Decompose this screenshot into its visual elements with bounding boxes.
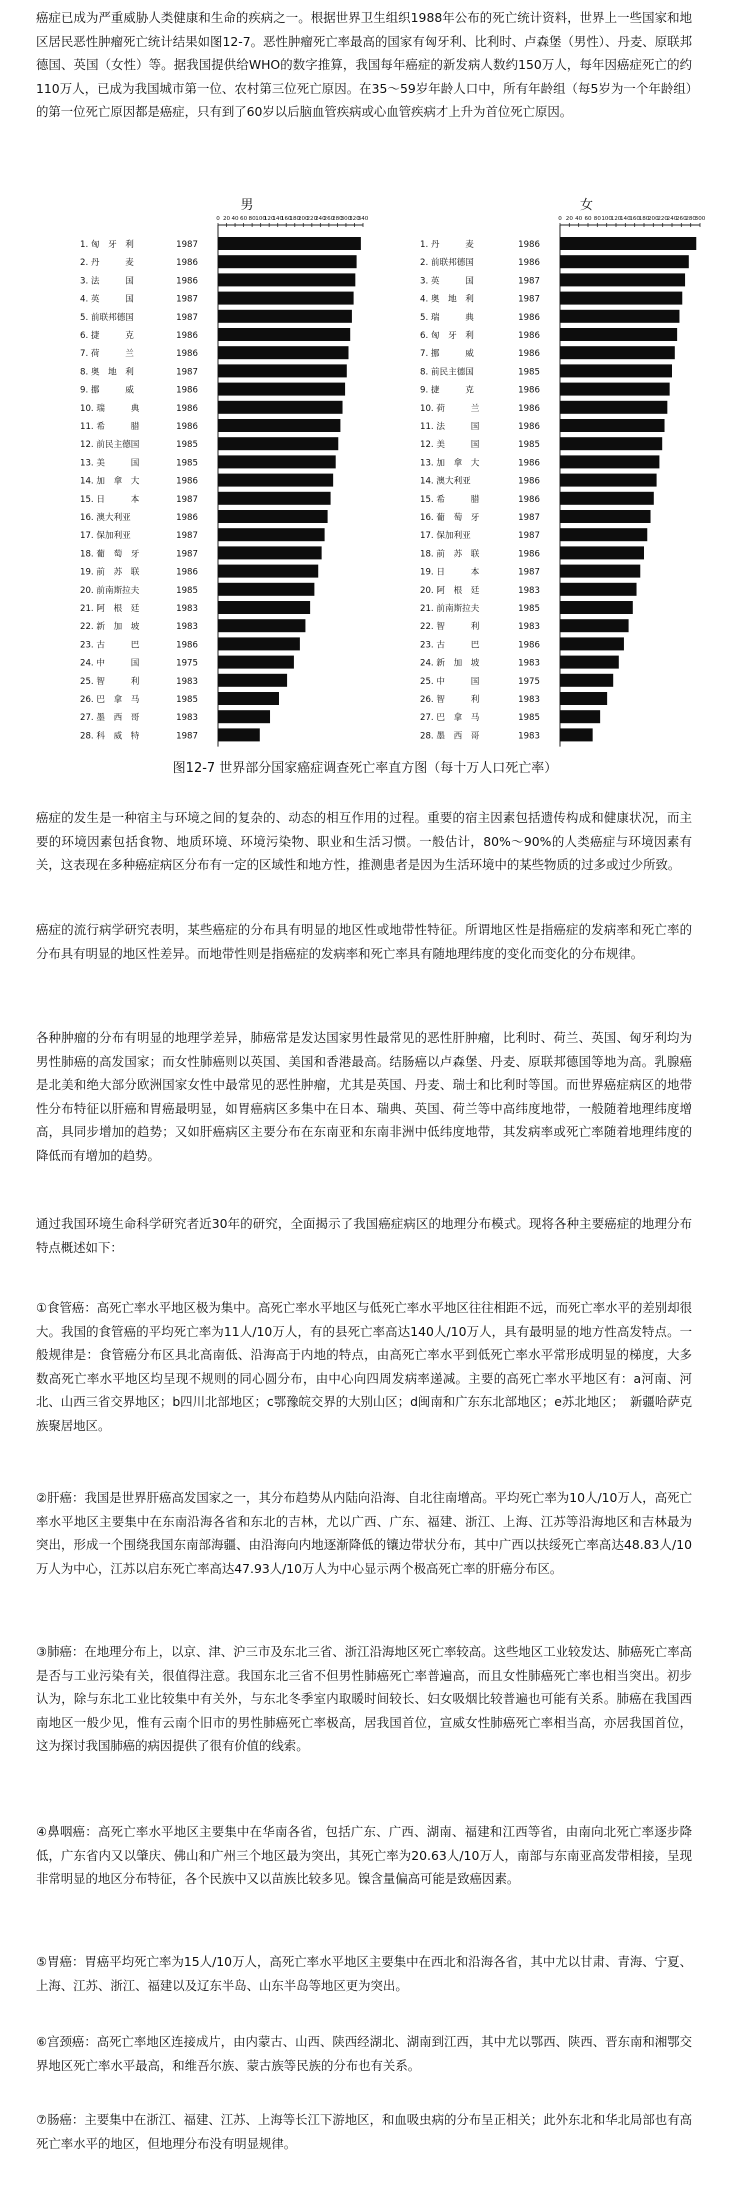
bar-1-6 <box>560 346 675 359</box>
row-year-0-7: 1987 <box>176 367 198 378</box>
bar-1-15 <box>560 510 651 523</box>
bar-0-17 <box>218 546 322 559</box>
bar-1-26 <box>560 710 600 723</box>
axis-tick-label-0-4: 80 <box>248 216 256 222</box>
bar-0-6 <box>218 346 349 359</box>
bar-1-0 <box>560 237 696 250</box>
row-label-1-10: 11. 法 国 <box>420 422 480 432</box>
row-year-1-0: 1986 <box>518 240 540 250</box>
bar-0-11 <box>218 437 338 450</box>
axis-tick-label-1-13: 260 <box>675 216 687 222</box>
row-label-1-25: 26. 智 利 <box>420 695 480 705</box>
row-year-0-3: 1987 <box>176 294 198 305</box>
bar-1-9 <box>560 401 667 414</box>
axis-tick-label-1-14: 280 <box>685 216 697 222</box>
row-label-0-22: 23. 古 巴 <box>80 640 140 651</box>
row-year-1-25: 1983 <box>518 695 540 705</box>
row-label-0-23: 24. 中 国 <box>80 658 140 669</box>
row-year-0-13: 1986 <box>176 476 198 487</box>
axis-tick-label-0-13: 260 <box>323 216 335 222</box>
row-year-1-26: 1985 <box>518 713 540 724</box>
row-label-0-4: 5. 前联邦德国 <box>80 312 134 323</box>
row-year-1-20: 1985 <box>518 604 540 614</box>
row-year-0-5: 1986 <box>176 331 198 341</box>
bar-0-26 <box>218 710 270 723</box>
axis-tick-label-1-4: 80 <box>593 216 601 222</box>
row-year-0-11: 1985 <box>176 440 198 451</box>
row-year-0-24: 1983 <box>176 676 198 687</box>
row-year-0-4: 1987 <box>176 312 198 323</box>
row-label-1-15: 16. 葡 萄 牙 <box>420 513 480 523</box>
bar-1-5 <box>560 328 677 341</box>
row-label-1-0: 1. 丹 麦 <box>420 240 474 250</box>
row-year-1-10: 1986 <box>518 422 540 432</box>
row-label-0-20: 21. 阿 根 廷 <box>80 604 140 614</box>
row-year-1-27: 1983 <box>518 731 540 742</box>
axis-tick-label-0-9: 180 <box>289 216 301 222</box>
bar-1-18 <box>560 565 640 578</box>
row-label-0-10: 11. 希 腊 <box>80 422 140 432</box>
row-year-0-21: 1983 <box>176 622 198 633</box>
row-year-0-17: 1987 <box>176 549 198 560</box>
row-year-1-6: 1986 <box>518 349 540 360</box>
row-year-1-14: 1986 <box>518 494 540 505</box>
row-label-0-7: 8. 奥 地 利 <box>80 367 134 378</box>
bar-0-13 <box>218 474 333 487</box>
row-year-1-5: 1986 <box>518 331 540 341</box>
axis-tick-label-0-16: 320 <box>349 216 360 222</box>
bar-0-1 <box>218 255 357 268</box>
row-year-0-26: 1983 <box>176 713 198 724</box>
row-label-0-19: 20. 前南斯拉夫 <box>80 585 140 596</box>
bar-0-0 <box>218 237 361 250</box>
bar-1-17 <box>560 546 644 559</box>
bar-1-24 <box>560 674 613 687</box>
row-year-1-16: 1987 <box>518 531 540 542</box>
row-label-1-18: 19. 日 本 <box>420 567 480 578</box>
row-year-1-19: 1983 <box>518 585 540 596</box>
row-label-1-14: 15. 希 腊 <box>420 494 480 505</box>
row-year-1-9: 1986 <box>518 403 540 414</box>
row-year-1-12: 1986 <box>518 458 540 469</box>
row-year-0-14: 1987 <box>176 494 198 505</box>
row-year-1-3: 1987 <box>518 294 540 305</box>
bar-1-22 <box>560 637 624 650</box>
axis-tick-label-0-2: 40 <box>231 216 239 222</box>
bar-0-23 <box>218 656 294 669</box>
row-label-1-21: 22. 智 利 <box>420 622 480 633</box>
axis-tick-label-0-6: 120 <box>263 216 275 222</box>
bar-0-20 <box>218 601 310 614</box>
bar-0-16 <box>218 528 325 541</box>
bar-1-13 <box>560 474 657 487</box>
paragraph-liver-cancer: ②肝癌：我国是世界肝癌高发国家之一，其分布趋势从内陆向沿海、自北往南增高。平均死亡率为10人/10万人，高死亡率水平地区主要集中在东南沿海各省和东北的吉林，尤以广西、广东、福建、浙江、上海、江苏等沿海地区和吉林最为突出，形成一个围绕我国东南部海疆、由沿海向内地逐渐降低的镶边带状分布，其中广西以扶绥死亡率高达48.83人/10万人为中心，江苏以启东死亡率高达47.93人/10万人为中心显示两个极高死亡率的肝癌分布区。 <box>36 1490 692 1576</box>
row-label-0-25: 26. 巴 拿 马 <box>80 695 140 705</box>
bar-0-3 <box>218 292 354 305</box>
row-label-0-14: 15. 日 本 <box>80 494 140 505</box>
row-year-0-10: 1986 <box>176 422 198 432</box>
row-label-0-12: 13. 美 国 <box>80 458 140 469</box>
row-year-0-12: 1985 <box>176 458 198 469</box>
axis-tick-label-0-5: 100 <box>255 216 266 222</box>
axis-tick-label-1-2: 40 <box>575 216 583 222</box>
row-year-0-0: 1987 <box>176 240 198 250</box>
row-label-0-3: 4. 英 国 <box>80 294 134 305</box>
paragraph-cervical-cancer: ⑥宫颈癌：高死亡率地区连接成片，由内蒙古、山西、陕西经湖北、湖南到江西，其中尤以鄂西、陕西、晋东南和湘鄂交界地区死亡率水平最高，和维吾尔族、蒙古族等民族的分布也有关系。 <box>36 2034 692 2073</box>
paragraph-stomach-cancer: ⑤胃癌：胃癌平均死亡率为15人/10万人，高死亡率水平地区主要集中在西北和沿海各省，其中尤以甘肃、青海、宁夏、上海、江苏、浙江、福建以及辽东半岛、山东半岛等地区更为突出。 <box>36 1954 692 1993</box>
axis-tick-label-0-15: 300 <box>340 216 352 222</box>
axis-tick-label-0-12: 240 <box>315 216 326 222</box>
bar-1-10 <box>560 419 665 432</box>
paragraph-colorectal-cancer: ⑦肠癌：主要集中在浙江、福建、江苏、上海等长江下游地区，和血吸虫病的分布呈正相关；此外东北和华北局部也有高死亡率水平的地区，但地理分布没有明显规律。 <box>36 2112 692 2151</box>
bar-1-19 <box>560 583 637 596</box>
row-year-1-17: 1986 <box>518 549 540 560</box>
bar-1-4 <box>560 310 679 323</box>
row-label-0-8: 9. 挪 威 <box>80 385 134 396</box>
row-year-0-25: 1985 <box>176 695 198 705</box>
bar-0-9 <box>218 401 343 414</box>
axis-tick-label-1-8: 160 <box>629 216 641 222</box>
row-label-1-22: 23. 古 巴 <box>420 640 480 651</box>
row-label-1-27: 28. 墨 西 哥 <box>420 731 480 742</box>
bar-0-15 <box>218 510 328 523</box>
row-label-1-6: 7. 挪 威 <box>420 349 474 360</box>
row-label-1-3: 4. 奥 地 利 <box>420 294 474 305</box>
row-label-0-0: 1. 匈 牙 利 <box>80 240 134 250</box>
bar-1-21 <box>560 619 629 632</box>
bar-0-22 <box>218 637 300 650</box>
axis-tick-label-1-1: 20 <box>565 216 573 222</box>
paragraph-china-overview: 通过我国环境生命科学研究者近30年的研究，全面揭示了我国癌症病区的地理分布模式。现将各种主要癌症的地理分布特点概述如下： <box>36 1216 692 1255</box>
row-label-0-13: 14. 加 拿 大 <box>80 476 140 487</box>
row-year-0-19: 1985 <box>176 585 198 596</box>
row-label-1-1: 2. 前联邦德国 <box>420 258 474 269</box>
paragraph-esophageal-cancer: ①食管癌：高死亡率水平地区极为集中。高死亡率水平地区与低死亡率水平地区往往相距不远，而死亡率水平的差别却很大。我国的食管癌的平均死亡率为11人/10万人，有的县死亡率高达140人/10万人，具有最明显的地方性高发特点。一般规律是：食管癌分布区具北高南低、沿海高于内地的特点，由高死亡率水平到低死亡率水平常形成明显的梯度，大多数高死亡率水平地区均呈现不规则的同心圆分布，由中心向四周发病率递减。主要的高死亡率水平地区有：a河南、河北、山西三省交界地区；b四川北部地区；c鄂豫皖交界的大别山区；d闽南和广东东北部地区；e苏北地区； 新疆哈萨克族聚居地区。 <box>36 1300 692 1433</box>
bar-0-8 <box>218 383 345 396</box>
row-year-1-21: 1983 <box>518 622 540 633</box>
row-year-1-2: 1987 <box>518 276 540 287</box>
bar-0-7 <box>218 364 347 377</box>
row-label-0-5: 6. 捷 克 <box>80 331 134 341</box>
bar-0-14 <box>218 492 331 505</box>
row-year-0-20: 1983 <box>176 604 198 614</box>
row-year-0-1: 1986 <box>176 258 198 269</box>
bar-1-1 <box>560 255 689 268</box>
row-label-0-27: 28. 科 威 特 <box>80 731 140 742</box>
row-label-1-16: 17. 保加利亚 <box>420 531 471 542</box>
row-year-0-6: 1986 <box>176 349 198 360</box>
row-label-0-15: 16. 澳大利亚 <box>80 513 131 523</box>
bar-1-7 <box>560 364 672 377</box>
chart-title-1: 女 <box>580 198 594 213</box>
bar-0-4 <box>218 310 352 323</box>
bar-0-5 <box>218 328 350 341</box>
row-label-1-23: 24. 新 加 坡 <box>420 658 480 669</box>
row-label-0-26: 27. 墨 西 哥 <box>80 713 140 724</box>
bar-1-14 <box>560 492 654 505</box>
axis-tick-label-0-11: 220 <box>306 216 318 222</box>
paragraph-host-environment: 癌症的发生是一种宿主与环境之间的复杂的、动态的相互作用的过程。重要的宿主因素包括遗传构成和健康状况，而主要的环境因素包括食物、地质环境、环境污染物、职业和生活习惯。一般估计，80%～90%的人类癌症与环境因素有关，这表现在多种癌症病区分布有一定的区域性和地方性，推测患者是因为生活环境中的某些物质的过多或过少所致。 <box>36 810 692 872</box>
row-label-0-18: 19. 前 苏 联 <box>80 567 140 578</box>
bar-0-24 <box>218 674 287 687</box>
row-year-0-2: 1986 <box>176 276 198 287</box>
bar-0-19 <box>218 583 314 596</box>
row-year-1-8: 1986 <box>518 385 540 396</box>
chart-title-0: 男 <box>240 198 254 213</box>
bar-0-27 <box>218 728 260 741</box>
row-year-1-11: 1985 <box>518 440 540 451</box>
row-year-1-18: 1987 <box>518 567 540 578</box>
row-label-0-21: 22. 新 加 坡 <box>80 622 140 633</box>
row-label-0-11: 12. 前民主德国 <box>80 440 140 451</box>
bar-1-8 <box>560 383 670 396</box>
axis-tick-label-0-14: 280 <box>332 216 343 222</box>
row-year-0-15: 1986 <box>176 513 198 523</box>
axis-tick-label-0-17: 340 <box>357 216 369 222</box>
axis-tick-label-0-10: 200 <box>297 216 309 222</box>
row-label-0-9: 10. 瑞 典 <box>80 403 140 414</box>
axis-tick-label-0-7: 140 <box>272 216 284 222</box>
axis-tick-label-1-6: 120 <box>610 216 622 222</box>
row-label-1-26: 27. 巴 拿 马 <box>420 713 480 724</box>
bar-1-12 <box>560 455 659 468</box>
row-year-0-8: 1986 <box>176 385 198 396</box>
row-label-0-16: 17. 保加利亚 <box>80 531 131 542</box>
row-label-1-8: 9. 捷 克 <box>420 385 474 396</box>
row-year-0-23: 1975 <box>176 658 198 669</box>
row-year-0-16: 1987 <box>176 531 198 542</box>
paragraph-nasopharyngeal-cancer: ④鼻咽癌：高死亡率水平地区主要集中在华南各省，包括广东、广西、湖南、福建和江西等省，由南向北死亡率逐步降低，广东省内又以肇庆、佛山和广州三个地区最为突出，其死亡率为20.63人/10万人，南部与东南亚高发带相接，呈现非常明显的地区分布特征，各个民族中又以苗族比较多见。镍含量偏高可能是致癌因素。 <box>36 1824 692 1886</box>
row-label-0-6: 7. 荷 兰 <box>80 349 134 360</box>
row-label-1-7: 8. 前民主德国 <box>420 367 474 378</box>
row-label-1-20: 21. 前南斯拉夫 <box>420 604 480 614</box>
axis-tick-label-0-8: 160 <box>280 216 292 222</box>
row-year-1-7: 1985 <box>518 367 540 378</box>
row-label-1-19: 20. 阿 根 廷 <box>420 585 480 596</box>
row-label-1-17: 18. 前 苏 联 <box>420 549 480 560</box>
figure-caption: 图12-7 世界部分国家癌症调查死亡率直方图（每十万人口死亡率） <box>172 761 558 776</box>
paragraph-lung-cancer: ③肺癌：在地理分布上，以京、津、沪三市及东北三省、浙江沿海地区死亡率较高。这些地区工业较发达、肺癌死亡率高是否与工业污染有关，很值得注意。我国东北三省不但男性肺癌死亡率普遍高，而且女性肺癌死亡率也相当突出。初步认为，除与东北工业比较集中有关外，与东北冬季室内取暖时间较长、妇女吸烟比较普遍也可能有关系。肺癌在我国西南地区一般少见，惟有云南个旧市的男性肺癌死亡率极高，居我国首位，宣威女性肺癌死亡率相当高，亦居我国首位，这为探讨我国肺癌的病因提供了很有价值的线索。 <box>36 1644 692 1753</box>
axis-tick-label-0-3: 60 <box>240 216 248 222</box>
bar-1-23 <box>560 656 619 669</box>
bar-0-21 <box>218 619 305 632</box>
row-year-1-4: 1986 <box>518 312 540 323</box>
axis-tick-label-0-1: 20 <box>222 216 231 222</box>
intro-paragraph: 癌症已成为严重威胁人类健康和生命的疾病之一。根据世界卫生组织1988年公布的死亡统计资料，世界上一些国家和地区居民恶性肿瘤死亡统计结果如图12-7。恶性肿瘤死亡率最高的国家有匈牙利、比利时、卢森堡（男性）、丹麦、原联邦德国、英国（女性）等。据我国提供给WHO的数字推算，我国每年癌症的新发病人数约150万人，每年因癌症死亡的约110万人，已成为我国城市第一位、农村第三位死亡原因。在35～59岁年龄人口中，所有年龄组（每5岁为一个年龄组）的第一位死亡原因都是癌症，只有到了60岁以后脑血管疾病或心血管疾病才上升为首位死亡原因。 <box>36 10 692 119</box>
bar-1-2 <box>560 273 685 286</box>
row-year-1-13: 1986 <box>518 476 540 487</box>
row-label-0-2: 3. 法 国 <box>80 276 134 287</box>
paragraph-epidemiology: 癌症的流行病学研究表明，某些癌症的分布具有明显的地区性或地带性特征。所谓地区性是指癌症的发病率和死亡率的分布具有明显的地区性差异。而地带性则是指癌症的发病率和死亡率具有随地理纬度的变化而变化的分布规律。 <box>36 922 692 961</box>
axis-tick-label-1-5: 100 <box>601 216 613 222</box>
bar-1-27 <box>560 728 593 741</box>
bar-0-10 <box>218 419 340 432</box>
bar-1-25 <box>560 692 607 705</box>
axis-tick-label-1-12: 240 <box>666 216 678 222</box>
row-label-0-24: 25. 智 利 <box>80 676 140 687</box>
row-year-1-23: 1983 <box>518 658 540 669</box>
row-year-1-1: 1986 <box>518 258 540 269</box>
row-year-0-27: 1987 <box>176 731 198 742</box>
row-year-1-24: 1975 <box>518 676 540 687</box>
bar-1-3 <box>560 292 682 305</box>
axis-tick-label-1-9: 180 <box>638 216 650 222</box>
axis-tick-label-1-3: 60 <box>584 216 592 222</box>
axis-tick-label-1-11: 220 <box>657 216 669 222</box>
row-year-0-9: 1986 <box>176 403 198 414</box>
row-label-1-24: 25. 中 国 <box>420 676 480 687</box>
figure-12-7 <box>20 195 710 755</box>
row-year-0-22: 1986 <box>176 640 198 651</box>
row-label-1-13: 14. 澳大利亚 <box>420 476 471 487</box>
row-label-0-1: 2. 丹 麦 <box>80 258 134 269</box>
bar-chart-figure <box>20 195 710 755</box>
row-year-0-18: 1986 <box>176 567 198 578</box>
bar-0-2 <box>218 273 355 286</box>
bar-0-18 <box>218 565 318 578</box>
row-label-1-9: 10. 荷 兰 <box>420 403 480 414</box>
row-label-1-12: 13. 加 拿 大 <box>420 458 480 469</box>
row-year-1-22: 1986 <box>518 640 540 651</box>
axis-tick-label-1-7: 140 <box>619 216 631 222</box>
row-year-1-15: 1987 <box>518 513 540 523</box>
bar-1-11 <box>560 437 662 450</box>
bar-0-25 <box>218 692 279 705</box>
axis-tick-label-1-10: 200 <box>647 216 659 222</box>
bar-1-16 <box>560 528 647 541</box>
row-label-0-17: 18. 葡 萄 牙 <box>80 549 140 560</box>
bar-1-20 <box>560 601 633 614</box>
row-label-1-2: 3. 英 国 <box>420 276 474 287</box>
row-label-1-11: 12. 美 国 <box>420 440 480 451</box>
paragraph-geographic-differences: 各种肿瘤的分布有明显的地理学差异，肺癌常是发达国家男性最常见的恶性肝肿瘤，比利时、荷兰、英国、匈牙利均为男性肺癌的高发国家；而女性肺癌则以英国、美国和香港最高。结肠癌以卢森堡、丹麦、原联邦德国等地为高。乳腺癌是北美和绝大部分欧洲国家女性中最常见的恶性肿瘤，尤其是英国、丹麦、瑞士和比利时等国。而世界癌症病区的地带性分布特征以肝癌和胃癌最明显，如胃癌病区多集中在日本、瑞典、英国、荷兰等中高纬度地带，一般随着地理纬度增高，具同步增加的趋势；又如肝癌病区主要分布在东南亚和东南非洲中低纬度地带，其发病率或死亡率随着地理纬度的降低而有增加的趋势。 <box>36 1030 692 1163</box>
axis-tick-label-1-0: 0 <box>558 216 562 222</box>
axis-tick-label-1-15: 300 <box>694 216 706 222</box>
bar-0-12 <box>218 455 336 468</box>
row-label-1-4: 5. 瑞 典 <box>420 312 474 323</box>
row-label-1-5: 6. 匈 牙 利 <box>420 331 474 341</box>
axis-tick-label-0-0: 0 <box>216 216 220 222</box>
